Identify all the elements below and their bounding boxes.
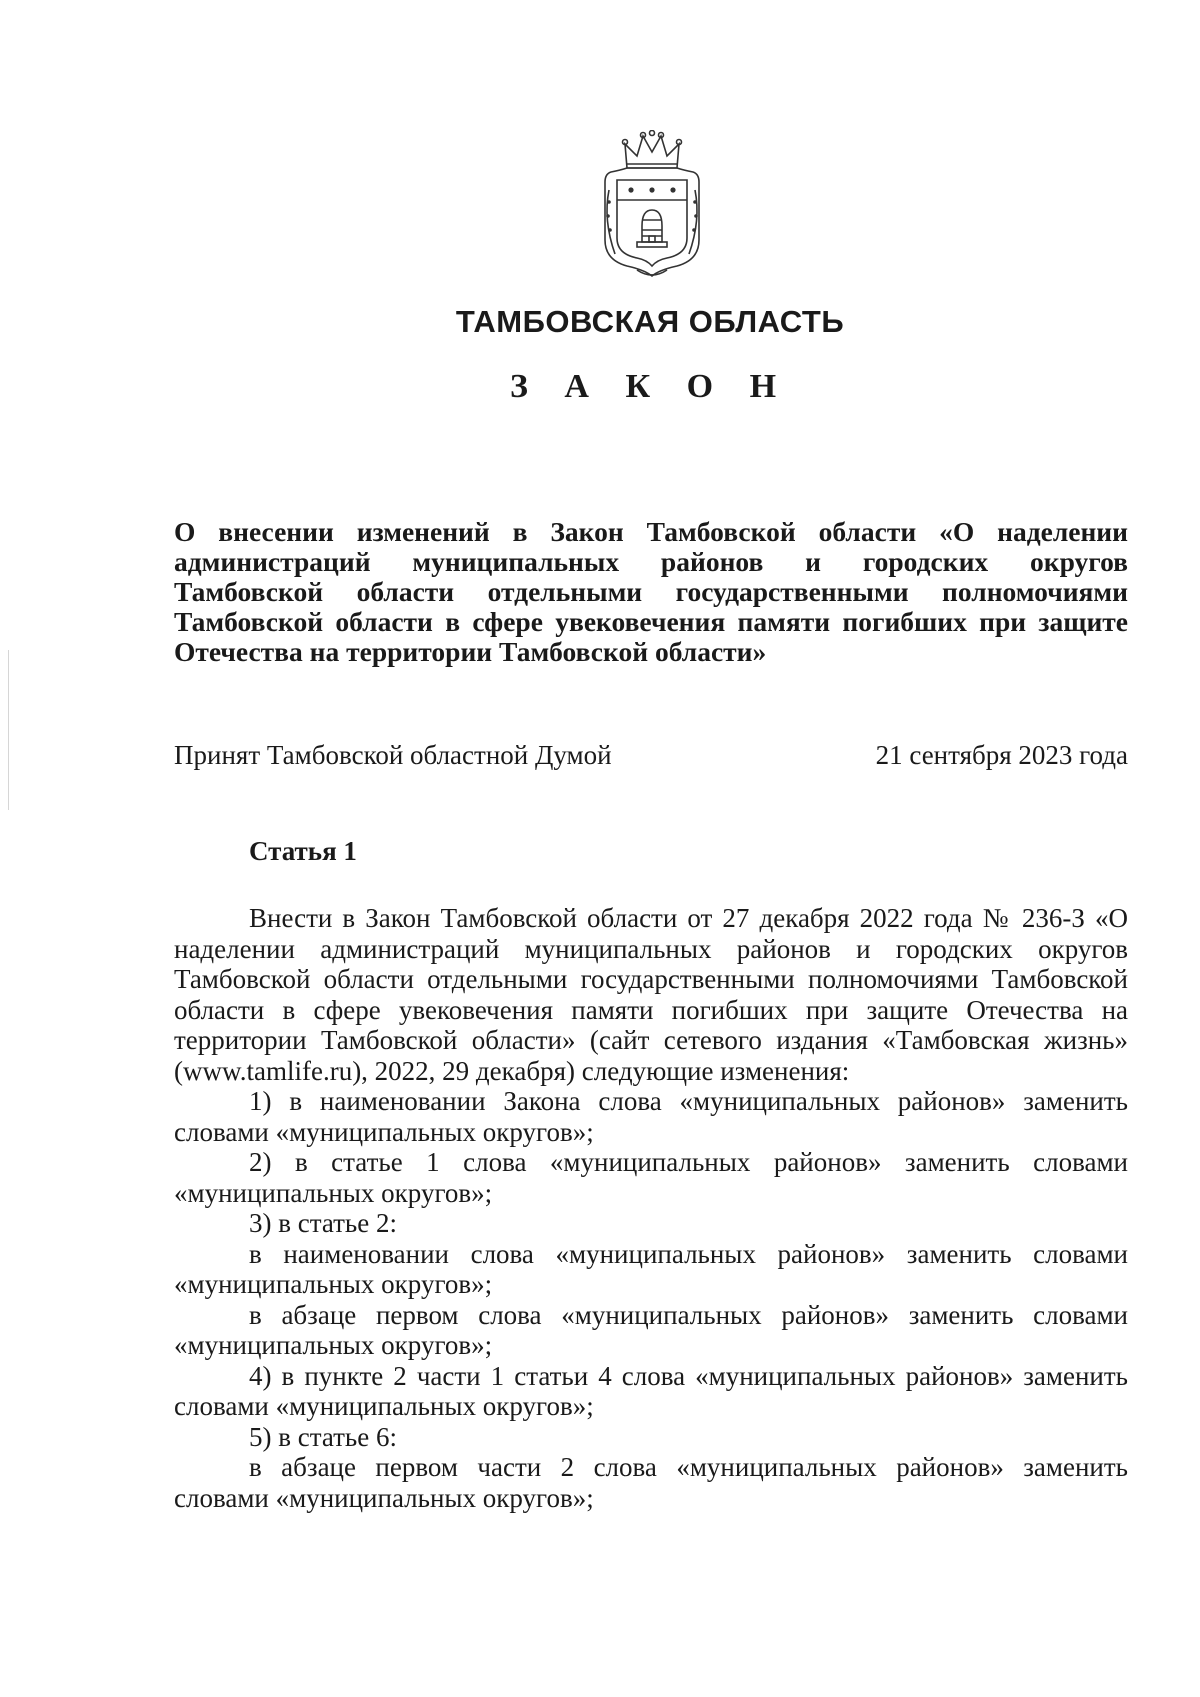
law-title-line: Тамбовской области в сфере увековечения памяти погибших при защите bbox=[174, 606, 1128, 637]
article-paragraph: в наименовании слова «муниципальных районов» заменить словами «муниципальных округов»; bbox=[174, 1238, 1128, 1299]
document-type-heading: З А К О Н bbox=[509, 368, 791, 405]
article-paragraph: 1) в наименовании Закона слова «муниципальных районов» заменить словами «муниципальных округов»; bbox=[174, 1086, 1128, 1147]
law-title-line: Отечества на территории Тамбовской области» bbox=[174, 636, 767, 667]
adoption-date: 21 сентября 2023 года bbox=[875, 740, 1128, 770]
article-paragraph: 2) в статье 1 слова «муниципальных районов» заменить словами «муниципальных округов»; bbox=[174, 1147, 1128, 1208]
article-body bbox=[174, 903, 1128, 1513]
article-paragraph: 3) в статье 2: bbox=[249, 1208, 397, 1238]
article-paragraph: в абзаце первом слова «муниципальных районов» заменить словами «муниципальных округов»; bbox=[174, 1299, 1128, 1360]
article-paragraph: 4) в пункте 2 части 1 статьи 4 слова «муниципальных районов» заменить словами «муниципальных округов»; bbox=[174, 1360, 1128, 1421]
law-title-line: О внесении изменений в Закон Тамбовской области «О наделении bbox=[174, 516, 1128, 547]
article-paragraph: Внести в Закон Тамбовской области от 27 декабря 2022 года № 236-З «О наделении администраций муниципальных районов и городских округов Тамбовской области отдельными государственными полномочиями Тамбовской области в сфере увековечения памяти погибших при защите Отечества на территории Тамбовской области» (сайт сетевого издания «Тамбовская жизнь» (www.tamlife.ru), 2022, 29 декабря) следующие изменения: bbox=[174, 903, 1128, 1086]
scan-edge-line bbox=[8, 650, 9, 810]
article-paragraph: 5) в статье 6: bbox=[249, 1421, 397, 1452]
article-heading: Статья 1 bbox=[249, 836, 357, 866]
region-heading: ТАМБОВСКАЯ ОБЛАСТЬ bbox=[455, 304, 845, 339]
coat-of-arms-icon bbox=[597, 130, 707, 280]
law-title bbox=[174, 517, 1128, 667]
adopted-by: Принят Тамбовской областной Думой bbox=[174, 740, 612, 770]
article-paragraph: в абзаце первом части 2 слова «муниципальных районов» заменить словами «муниципальных округов»; bbox=[174, 1452, 1128, 1513]
law-title-line: администраций муниципальных районов и городских округов bbox=[174, 546, 1128, 577]
law-title-line: Тамбовской области отдельными государственными полномочиями bbox=[174, 576, 1128, 607]
